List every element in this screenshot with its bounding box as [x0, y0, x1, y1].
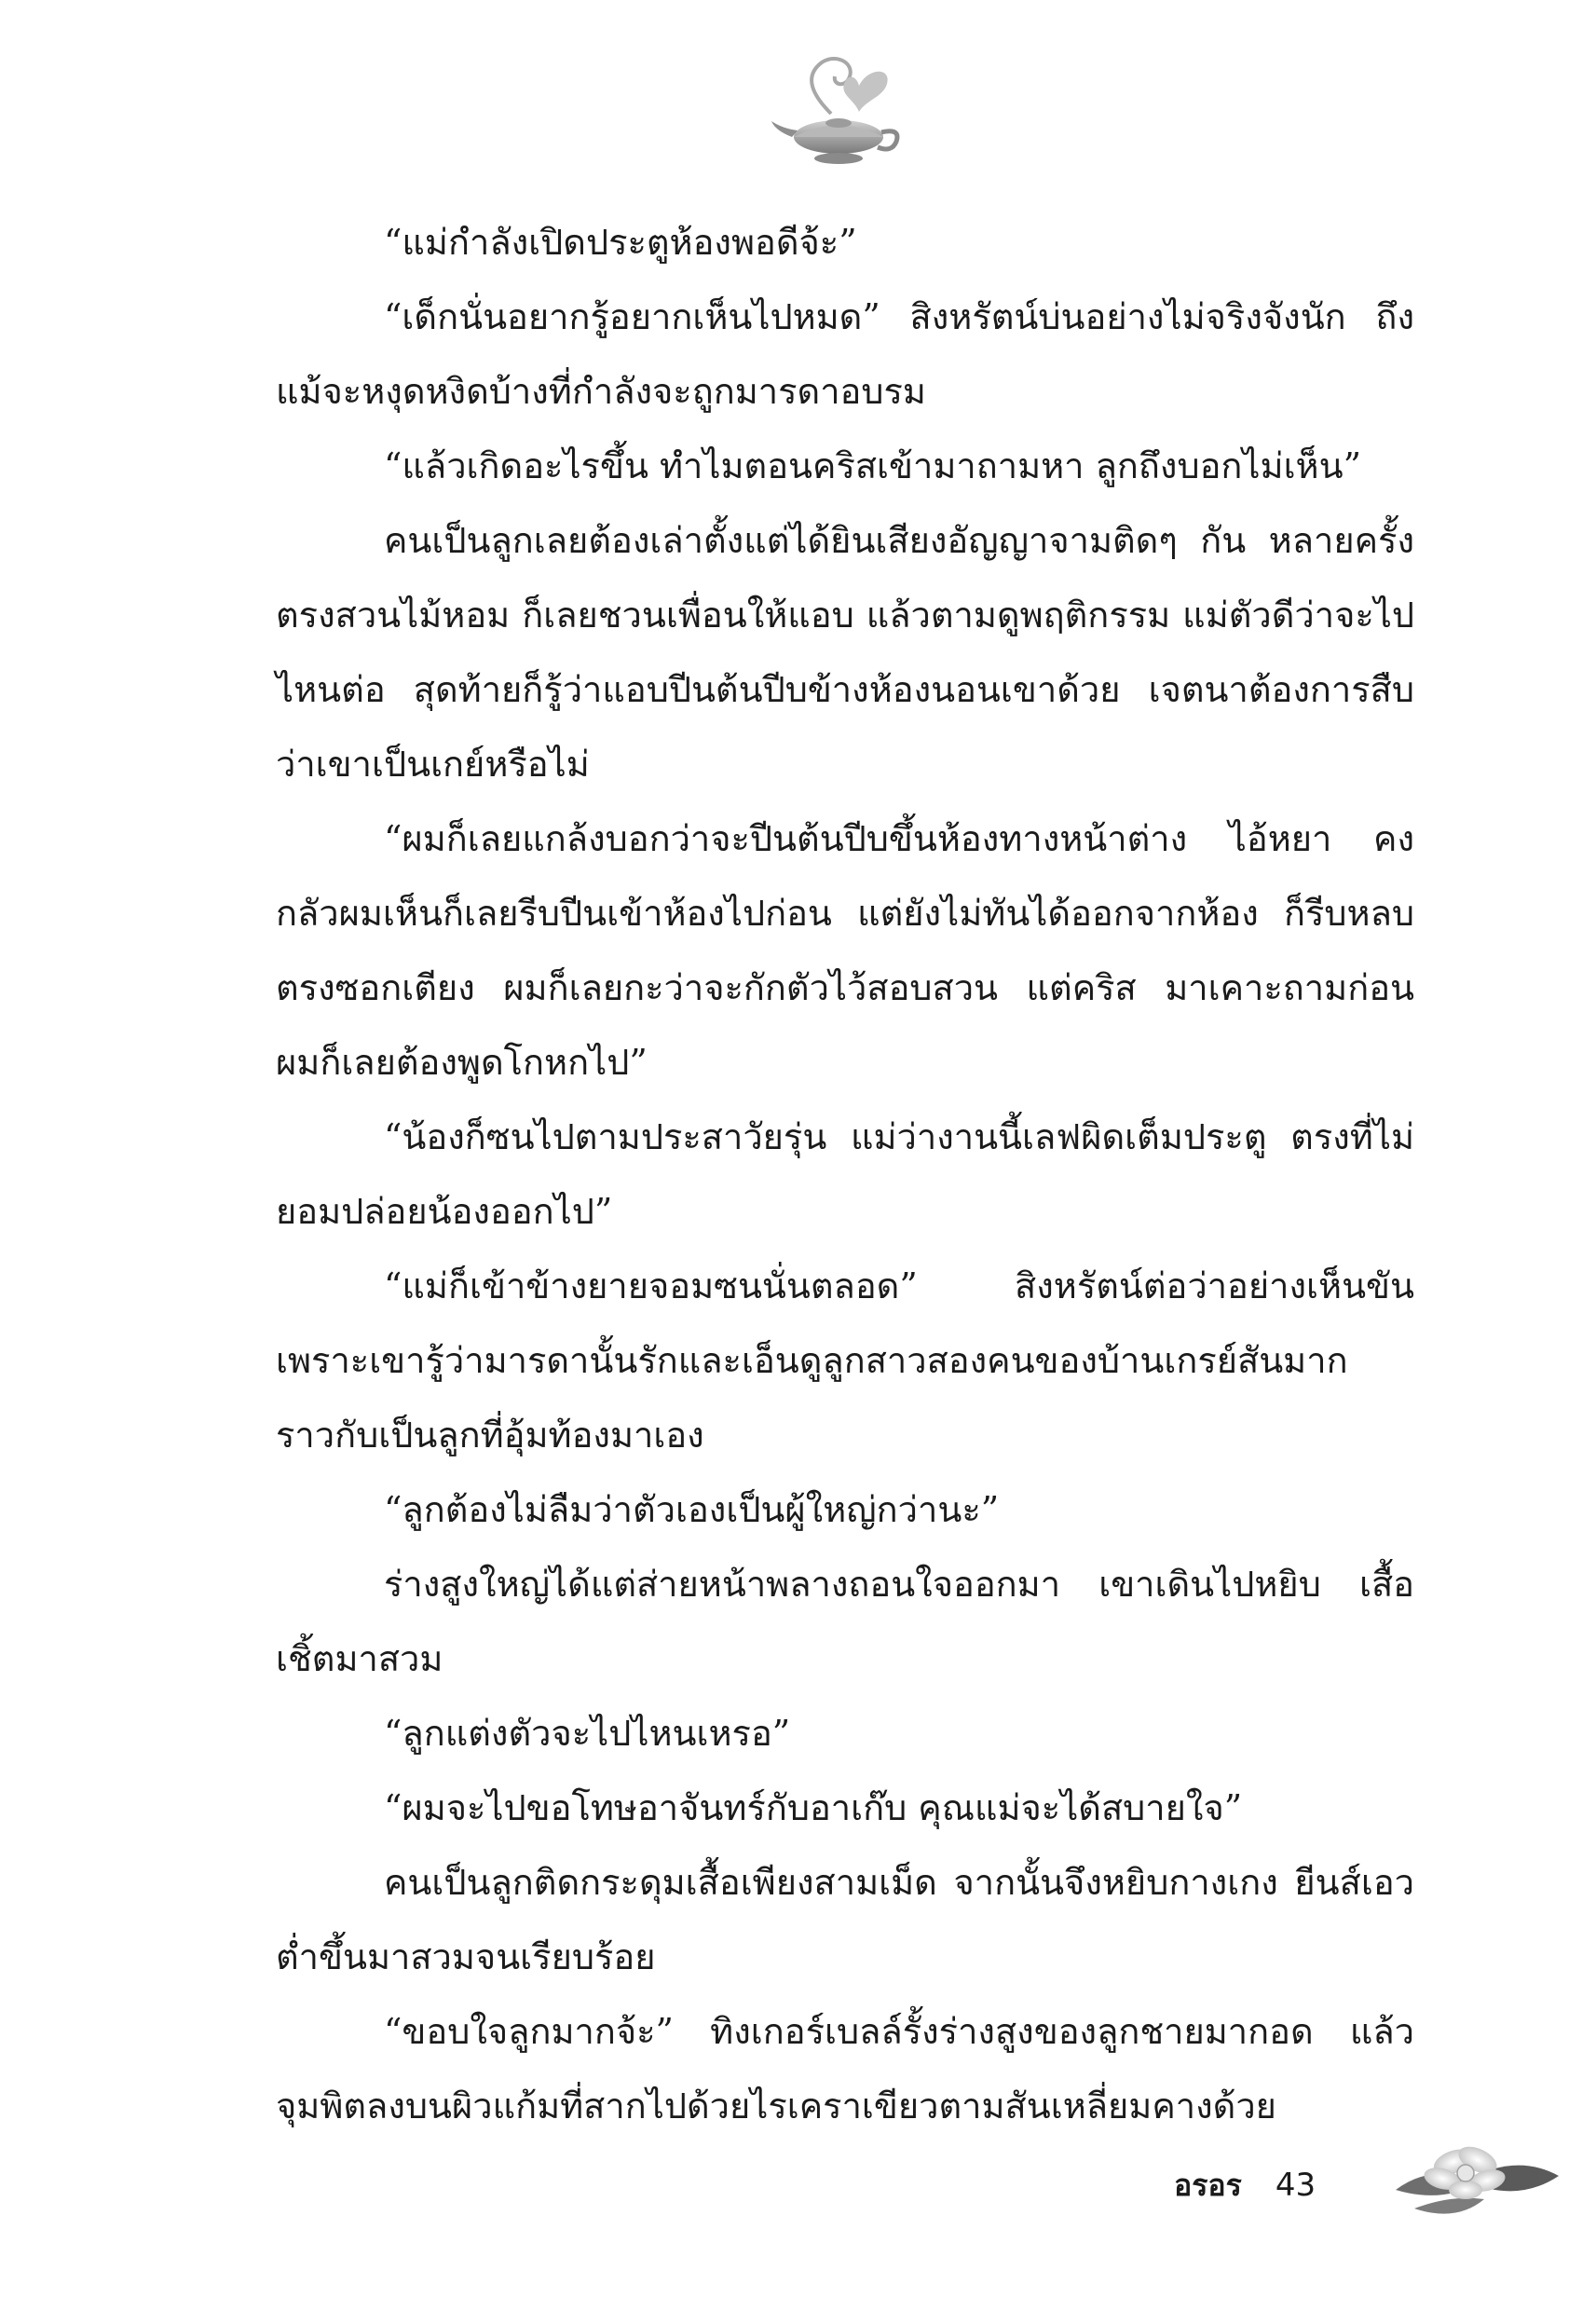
page-number: 43 [1275, 2167, 1316, 2204]
paragraph-13: “ขอบใจลูกมากจ้ะ” ทิงเกอร์เบลล์รั้งร่างสูงของลูกชายมากอด แล้ว จุมพิตลงบนผิวแก้มที่สากไปด้วยไรเคราเขียวตามสันเหลี่ยมคางด้วย [276, 2011, 1414, 2126]
paragraph-6: “น้องก็ซนไปตามประสาวัยรุ่น แม่ว่างานนี้เลฟผิดเต็มประตู ตรงที่ไม่ยอมปล่อยน้องออกไป” [276, 1116, 1414, 1232]
teapot-lamp-ornament-icon [766, 48, 906, 170]
book-title: อรอร [1174, 2167, 1242, 2203]
paragraph-3: “แล้วเกิดอะไรขึ้น ทำไมตอนคริสเข้ามาถามหา ลูกถึงบอกไม่เห็น” [384, 445, 1362, 486]
paragraph-11: “ผมจะไปขอโทษอาจันทร์กับอาเก๊บ คุณแม่จะได้สบายใจ” [384, 1787, 1243, 1828]
paragraph-10: “ลูกแต่งตัวจะไปไหนเหรอ” [384, 1713, 791, 1754]
paragraph-12: คนเป็นลูกติดกระดุมเสื้อเพียงสามเม็ด จากนั้นจึงหยิบกางเกง ยีนส์เอวต่ำขึ้นมาสวมจนเรียบร้อย [276, 1862, 1414, 1977]
paragraph-2: “เด็กนั่นอยากรู้อยากเห็นไปหมด” สิงหรัตน์บ่นอย่างไม่จริงจังนัก ถึงแม้จะหงุดหงิดบ้างที่กำลังจะถูกมารดาอบรม [276, 296, 1414, 412]
paragraph-4: คนเป็นลูกเลยต้องเล่าตั้งแต่ได้ยินเสียงอัญญาจามติดๆ กัน หลายครั้งตรงสวนไม้หอม ก็เลยชวนเพื่อนให้แอบ แล้วตามดูพฤติกรรม แม่ตัวดีว่าจะไปไหนต่อ สุดท้ายก็รู้ว่าแอบปีนต้นปีบข้างห้องนอนเขาด้วย เจตนาต้องการสืบว่าเขาเป็นเกย์หรือไม่ [276, 520, 1414, 785]
body-text [276, 205, 1414, 2143]
page-footer [1174, 2143, 1316, 2227]
paragraph-8: “ลูกต้องไม่ลืมว่าตัวเองเป็นผู้ใหญ่กว่านะ” [384, 1489, 1000, 1530]
paragraph-9: ร่างสูงใหญ่ได้แต่ส่ายหน้าพลางถอนใจออกมา เขาเดินไปหยิบ เสื้อเชิ้ตมาสวม [276, 1564, 1414, 1679]
jasmine-flower-icon [1377, 2125, 1563, 2236]
paragraph-5: “ผมก็เลยแกล้งบอกว่าจะปีนต้นปีบขึ้นห้องทางหน้าต่าง ไอ้หยา คงกลัวผมเห็นก็เลยรีบปีนเข้าห้องไปก่อน แต่ยังไม่ทันได้ออกจากห้อง ก็รีบหลบตรงซอกเตียง ผมก็เลยกะว่าจะกักตัวไว้สอบสวน แต่คริส มาเคาะถามก่อน ผมก็เลยต้องพูดโกหกไป” [276, 818, 1414, 1083]
paragraph-1: “แม่กำลังเปิดประตูห้องพอดีจ้ะ” [384, 222, 857, 263]
paragraph-7: “แม่ก็เข้าข้างยายจอมซนนั่นตลอด” สิงหรัตน์ต่อว่าอย่างเห็นขัน เพราะเขารู้ว่ามารดานั้นรักและเอ็นดูลูกสาวสองคนของบ้านเกรย์สันมาก ราวกับเป็นลูกที่อุ้มท้องมาเอง [276, 1265, 1414, 1456]
